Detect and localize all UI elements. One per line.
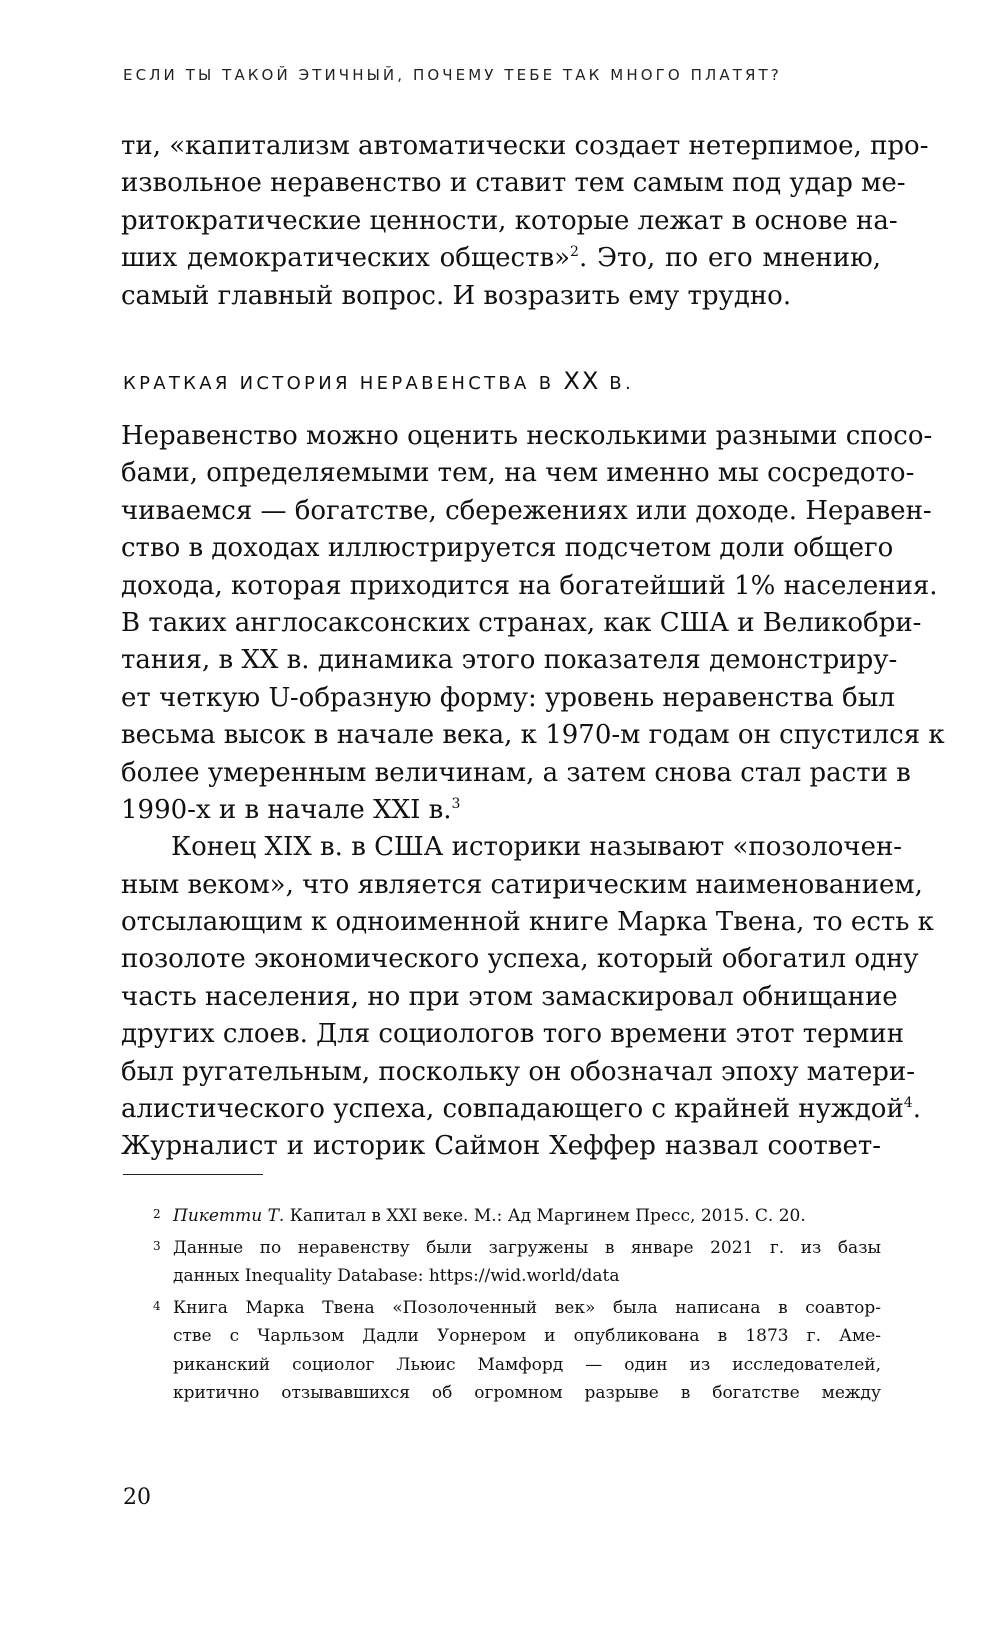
text-line: весьма высок в начале века, к 1970-м годам он спустился к [121, 720, 945, 751]
footnotes [123, 1202, 881, 1408]
text-line [121, 1091, 921, 1128]
page-number: 20 [123, 1485, 151, 1510]
footnote-author: Пикетти Т. [173, 1206, 285, 1226]
text-fragment: 1990-х и в начале XXI в. [121, 794, 452, 825]
text-line [121, 240, 881, 277]
footnote-ref-3: 3 [451, 795, 461, 812]
footnote-ref-2: 2 [570, 244, 579, 261]
text-line [121, 792, 881, 829]
footnote-number: 3 [153, 1238, 161, 1253]
text-line: позолоте экономического успеха, который обогатил одну [121, 944, 919, 975]
text-line: самый главный вопрос. И возразить ему трудно. [121, 280, 792, 311]
text-line: других слоев. Для социологов того времени этот термин [121, 1019, 905, 1050]
text-line: ритократические ценности, которые лежат в основе на- [121, 205, 898, 236]
text-line: ство в доходах иллюстрируется подсчетом доли общего [121, 533, 894, 564]
footnote-number: 4 [153, 1298, 161, 1313]
footnote-line [173, 1202, 881, 1231]
text-fragment: . Это, по его мнению, [578, 243, 881, 274]
body-text [121, 418, 945, 1166]
footnote-2 [123, 1202, 881, 1231]
text-line: дохода, которая приходится на богатейший 1% населения. [121, 570, 938, 601]
footnote-line: критично отзывавшихся об огромном разрыве в богатстве между [173, 1383, 881, 1403]
section-heading [123, 367, 634, 395]
text-line: бами, определяемыми тем, на чем именно мы сосредото- [121, 458, 915, 489]
text-line: был ругательным, поскольку он обозначал эпоху матери- [121, 1056, 916, 1087]
text-line: часть населения, но при этом замаскировал обнищание [121, 981, 898, 1012]
footnote-number: 2 [153, 1207, 161, 1221]
text-line: ет четкую U-образную форму: уровень неравенства был [121, 682, 895, 713]
footnote-4 [123, 1294, 881, 1408]
footnote-line: данных Inequality Database: https://wid.world/data [173, 1266, 620, 1286]
text-line: ти, «капитализм автоматически создает нетерпимое, про- [121, 131, 929, 161]
section-heading-text: КРАТКАЯ ИСТОРИЯ НЕРАВЕНСТВА В [123, 373, 555, 394]
footnote-3 [123, 1234, 881, 1291]
text-line: ным веком», что является сатирическим наименованием, [121, 869, 923, 900]
footnote-text: Капитал в XXI веке. М.: Ад Маргинем Пресс, 2015. С. 20. [289, 1206, 806, 1226]
footnote-line: риканский социолог Льюис Мамфорд — один из исследователей, [173, 1354, 881, 1375]
text-line: Журналист и историк Саймон Хеффер назвал соответ- [121, 1131, 881, 1162]
text-line: извольное неравенство и ставит тем самым под удар ме- [121, 168, 906, 199]
section-heading-abbr: В. [609, 373, 634, 394]
footnote-line: Данные по неравенству были загружены в январе 2021 г. из базы [173, 1237, 881, 1258]
text-fragment: . [912, 1094, 921, 1125]
text-line: Неравенство можно оценить несколькими разными спосо- [121, 421, 933, 451]
paragraph-top [121, 128, 929, 315]
footnote-divider [123, 1174, 263, 1175]
footnote-line: Книга Марка Твена «Позолоченный век» была написана в соавтор- [173, 1297, 881, 1318]
text-fragment: ших демократических обществ» [121, 243, 571, 274]
text-fragment: алистического успеха, совпадающего с крайней нуждой [121, 1094, 904, 1125]
footnote-line: стве с Чарльзом Дадли Уорнером и опубликована в 1873 г. Аме- [173, 1326, 881, 1346]
running-head: ЕСЛИ ТЫ ТАКОЙ ЭТИЧНЫЙ, ПОЧЕМУ ТЕБЕ ТАК МНОГО ПЛАТЯТ? [123, 66, 782, 84]
text-line: тания, в XX в. динамика этого показателя демонстриру- [121, 645, 898, 676]
section-heading-century: XX [563, 367, 601, 395]
footnote-ref-4: 4 [903, 1095, 913, 1112]
text-line: Конец XIX в. в США историки называют «позолочен- [171, 832, 903, 863]
text-line: более умеренным величинам, а затем снова стал расти в [121, 757, 911, 788]
text-line: В таких англосаксонских странах, как США и Великобри- [121, 607, 922, 638]
text-line: чиваемся — богатстве, сбережениях или доходе. Нерaвен- [121, 495, 932, 526]
text-line: отсылающим к одноименной книге Марка Твена, то есть к [121, 907, 934, 938]
